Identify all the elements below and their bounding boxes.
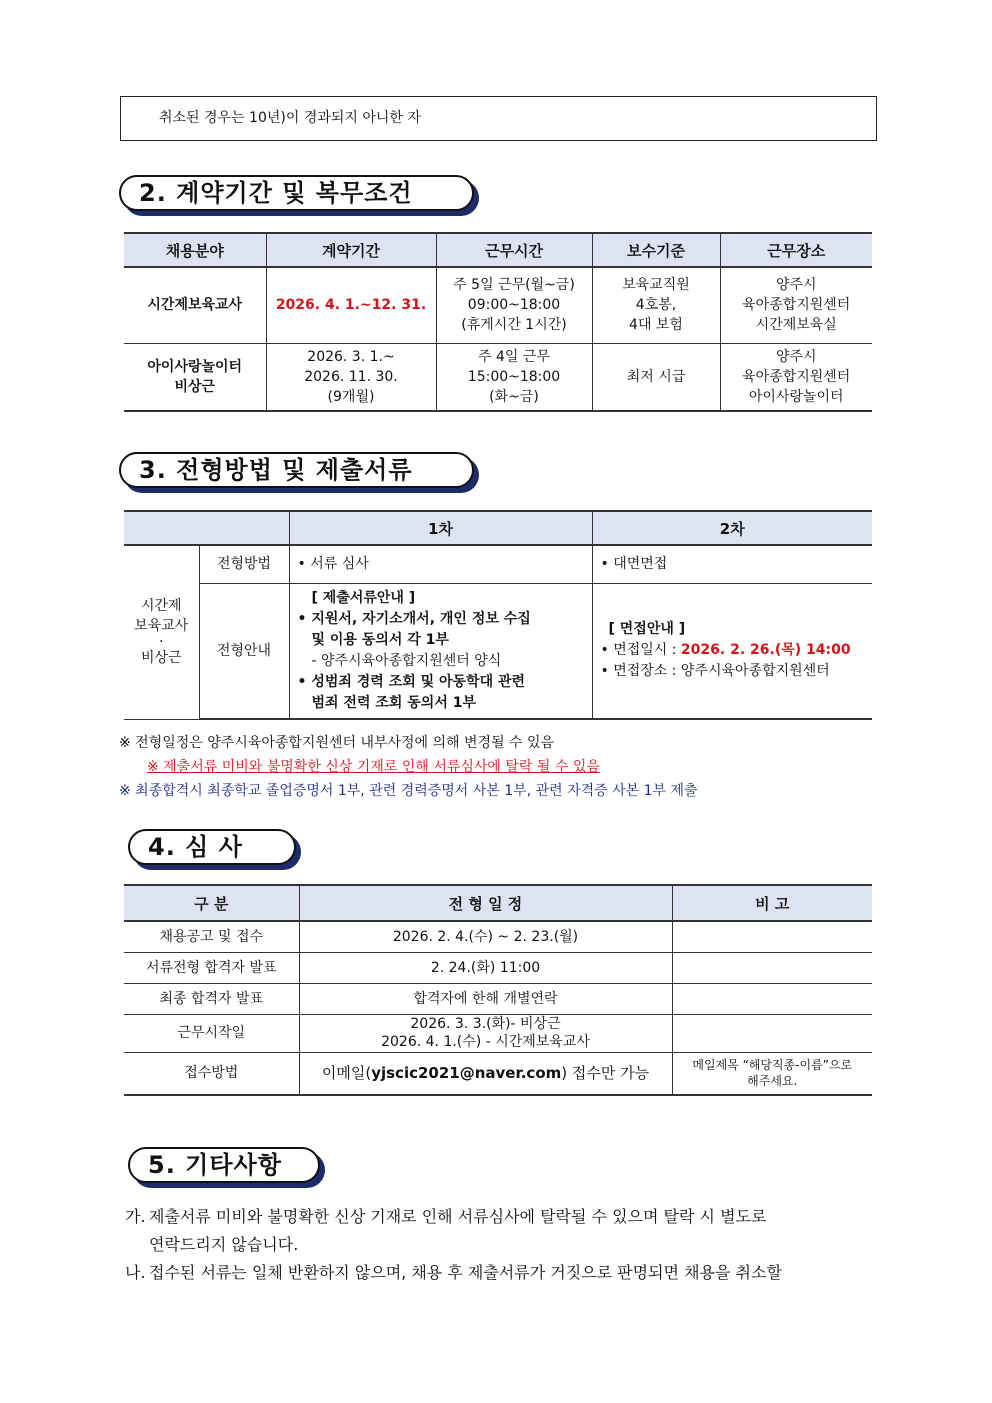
hours-line: 주 5일 근무(월~금) <box>453 277 575 294</box>
table-row <box>124 545 872 583</box>
interview-title: [ 면접안내 ] <box>608 621 686 638</box>
email-address: yjscic2021@naver.com <box>371 1064 562 1083</box>
remarks-cell <box>672 1052 872 1095</box>
remarks-cell <box>672 983 872 1014</box>
header-schedule: 전 형 일 정 <box>299 885 672 921</box>
period-cell <box>266 343 436 411</box>
remarks-cell <box>672 921 872 952</box>
period-line: 2026. 11. 30. <box>304 368 398 385</box>
hours-line: 주 4일 근무 <box>478 348 550 365</box>
table-row <box>124 583 872 719</box>
schedule-cell: 합격자에 한해 개별연락 <box>299 983 672 1014</box>
pay-cell: 최저 시급 <box>592 343 720 411</box>
period-line: (9개월) <box>327 388 375 405</box>
hours-line: 09:00~18:00 <box>467 297 561 314</box>
schedule-prefix: 이메일( <box>321 1064 372 1083</box>
interview-date-value: 2026. 2. 26.(목) 14:00 <box>680 642 851 659</box>
place-line: 아이사랑놀이터 <box>748 388 844 405</box>
period-cell: 2026. 4. 1.~12. 31. <box>266 267 436 343</box>
category-cell: 접수방법 <box>124 1052 299 1095</box>
docs-item: • 성범죄 경력 조회 및 아동학대 관련 <box>297 673 526 690</box>
table-row <box>124 1052 872 1095</box>
remarks-cell <box>672 1014 872 1052</box>
group-line: 시간제 <box>140 598 182 615</box>
item-text: 제출서류 미비와 불명확한 신상 기재로 인해 서류심사에 탈락될 수 있으며 탈락 시 별도로 <box>149 1207 767 1226</box>
hours-cell <box>436 267 592 343</box>
table-row <box>124 921 872 952</box>
schedule-cell: 2. 24.(화) 11:00 <box>299 952 672 983</box>
place-line: 육아종합지원센터 <box>742 368 851 385</box>
final-submission-note: ※ 최종합격시 최종학교 졸업증명서 1부, 관련 경력증명서 사본 1부, 관련 자격증 사본 1부 제출 <box>119 783 698 799</box>
documents-cell <box>289 583 592 719</box>
interview-place: • 면접장소 : 양주시육아종합지원센터 <box>600 663 830 680</box>
docs-item-cont: 범죄 전력 조회 동의서 1부 <box>311 694 476 711</box>
header-empty <box>124 511 289 545</box>
stage2-method-cell: • 대면면접 <box>592 545 872 583</box>
review-schedule-table <box>124 884 872 1096</box>
contract-conditions-table <box>124 232 872 412</box>
interview-cell <box>592 583 872 719</box>
hours-line: 15:00~18:00 <box>467 368 561 385</box>
place-cell <box>720 343 872 411</box>
table-row <box>124 1014 872 1052</box>
interview-date-label: • 면접일시 : <box>600 642 681 659</box>
category-cell: 최종 합격자 발표 <box>124 983 299 1014</box>
place-line: 양주시 <box>775 348 817 365</box>
schedule-change-note: ※ 전형일정은 양주시육아종합지원센터 내부사정에 의해 변경될 수 있음 <box>119 735 555 751</box>
header-stage1: 1차 <box>289 511 592 545</box>
hours-line: (휴게시간 1시간) <box>461 317 567 334</box>
table-row <box>124 952 872 983</box>
header-place: 근무장소 <box>720 233 872 267</box>
header-stage2: 2차 <box>592 511 872 545</box>
docs-item-cont: 및 이용 동의서 각 1부 <box>311 631 449 648</box>
section4-title: 4. 심 사 <box>148 833 243 861</box>
section3-heading <box>119 452 474 488</box>
pay-line: 4대 보험 <box>629 317 683 334</box>
pay-line: 보육교직원 <box>622 277 690 294</box>
period-line: 2026. 3. 1.~ <box>307 348 395 365</box>
section3-title: 3. 전형방법 및 제출서류 <box>139 456 413 484</box>
other-item-na <box>125 1259 880 1287</box>
eligibility-continuation-box <box>120 96 877 141</box>
field-line: 비상근 <box>174 378 216 395</box>
header-remarks: 비 고 <box>672 885 872 921</box>
field-cell <box>124 343 266 411</box>
header-category: 구 분 <box>124 885 299 921</box>
table-row <box>124 983 872 1014</box>
header-period: 계약기간 <box>266 233 436 267</box>
place-line: 육아종합지원센터 <box>742 297 851 314</box>
table-row <box>124 267 872 343</box>
pay-cell <box>592 267 720 343</box>
hours-cell <box>436 343 592 411</box>
table-row <box>124 343 872 411</box>
item-mark: 가. <box>125 1207 146 1226</box>
field-cell: 시간제보육교사 <box>124 267 266 343</box>
category-cell: 근무시작일 <box>124 1014 299 1052</box>
hours-line: (화~금) <box>489 388 539 405</box>
remarks-cell <box>672 952 872 983</box>
section5-heading <box>128 1147 320 1183</box>
schedule-line: 2026. 3. 3.(화)- 비상근 <box>410 1016 561 1032</box>
section5-title: 5. 기타사항 <box>148 1151 282 1179</box>
item-text-cont: 연락드리지 않습니다. <box>149 1235 299 1254</box>
eligibility-continuation-text: 취소된 경우는 10년)이 경과되지 아니한 자 <box>159 110 421 126</box>
docs-item: • 지원서, 자기소개서, 개인 정보 수집 <box>297 610 531 627</box>
field-line: 아이사랑놀이터 <box>147 358 243 375</box>
schedule-cell <box>299 1052 672 1095</box>
section2-title: 2. 계약기간 및 복무조건 <box>139 179 413 207</box>
category-cell: 서류전형 합격자 발표 <box>124 952 299 983</box>
group-line: 비상근 <box>140 650 182 667</box>
place-cell <box>720 267 872 343</box>
selection-method-table <box>124 510 872 720</box>
schedule-cell: 2026. 2. 4.(수) ~ 2. 23.(월) <box>299 921 672 952</box>
group-line: · <box>159 634 164 651</box>
other-item-ga <box>125 1203 880 1259</box>
remarks-line: 메일제목 “해당직종-이름”으로 <box>692 1058 853 1073</box>
category-cell: 채용공고 및 접수 <box>124 921 299 952</box>
pay-line: 4호봉, <box>635 297 677 314</box>
header-field: 채용분야 <box>124 233 266 267</box>
header-pay: 보수기준 <box>592 233 720 267</box>
method-label-cell: 전형방법 <box>199 545 289 583</box>
document-warning-note: ※ 제출서류 미비와 불명확한 신상 기재로 인해 서류심사에 탈락 될 수 있음 <box>147 759 600 775</box>
schedule-suffix: ) 접수만 가능 <box>561 1064 650 1083</box>
item-text: 접수된 서류는 일체 반환하지 않으며, 채용 후 제출서류가 거짓으로 판명되면 채용을 취소할 <box>149 1263 782 1282</box>
header-hours: 근무시간 <box>436 233 592 267</box>
stage1-method-cell: • 서류 심사 <box>289 545 592 583</box>
group-cell <box>124 545 199 719</box>
place-line: 시간제보육실 <box>755 317 837 334</box>
docs-sub: - 양주시육아종합지원센터 양식 <box>311 652 502 669</box>
guide-label-cell: 전형안내 <box>199 583 289 719</box>
place-line: 양주시 <box>775 277 817 294</box>
group-line: 보육교사 <box>134 618 189 635</box>
schedule-line: 2026. 4. 1.(수) - 시간제보육교사 <box>381 1034 590 1050</box>
docs-title: [ 제출서류안내 ] <box>311 589 416 606</box>
section4-heading <box>128 829 296 865</box>
remarks-line: 해주세요. <box>747 1074 798 1089</box>
section2-heading <box>119 175 474 211</box>
item-mark: 나. <box>125 1263 146 1282</box>
schedule-cell <box>299 1014 672 1052</box>
interview-date <box>601 640 873 661</box>
